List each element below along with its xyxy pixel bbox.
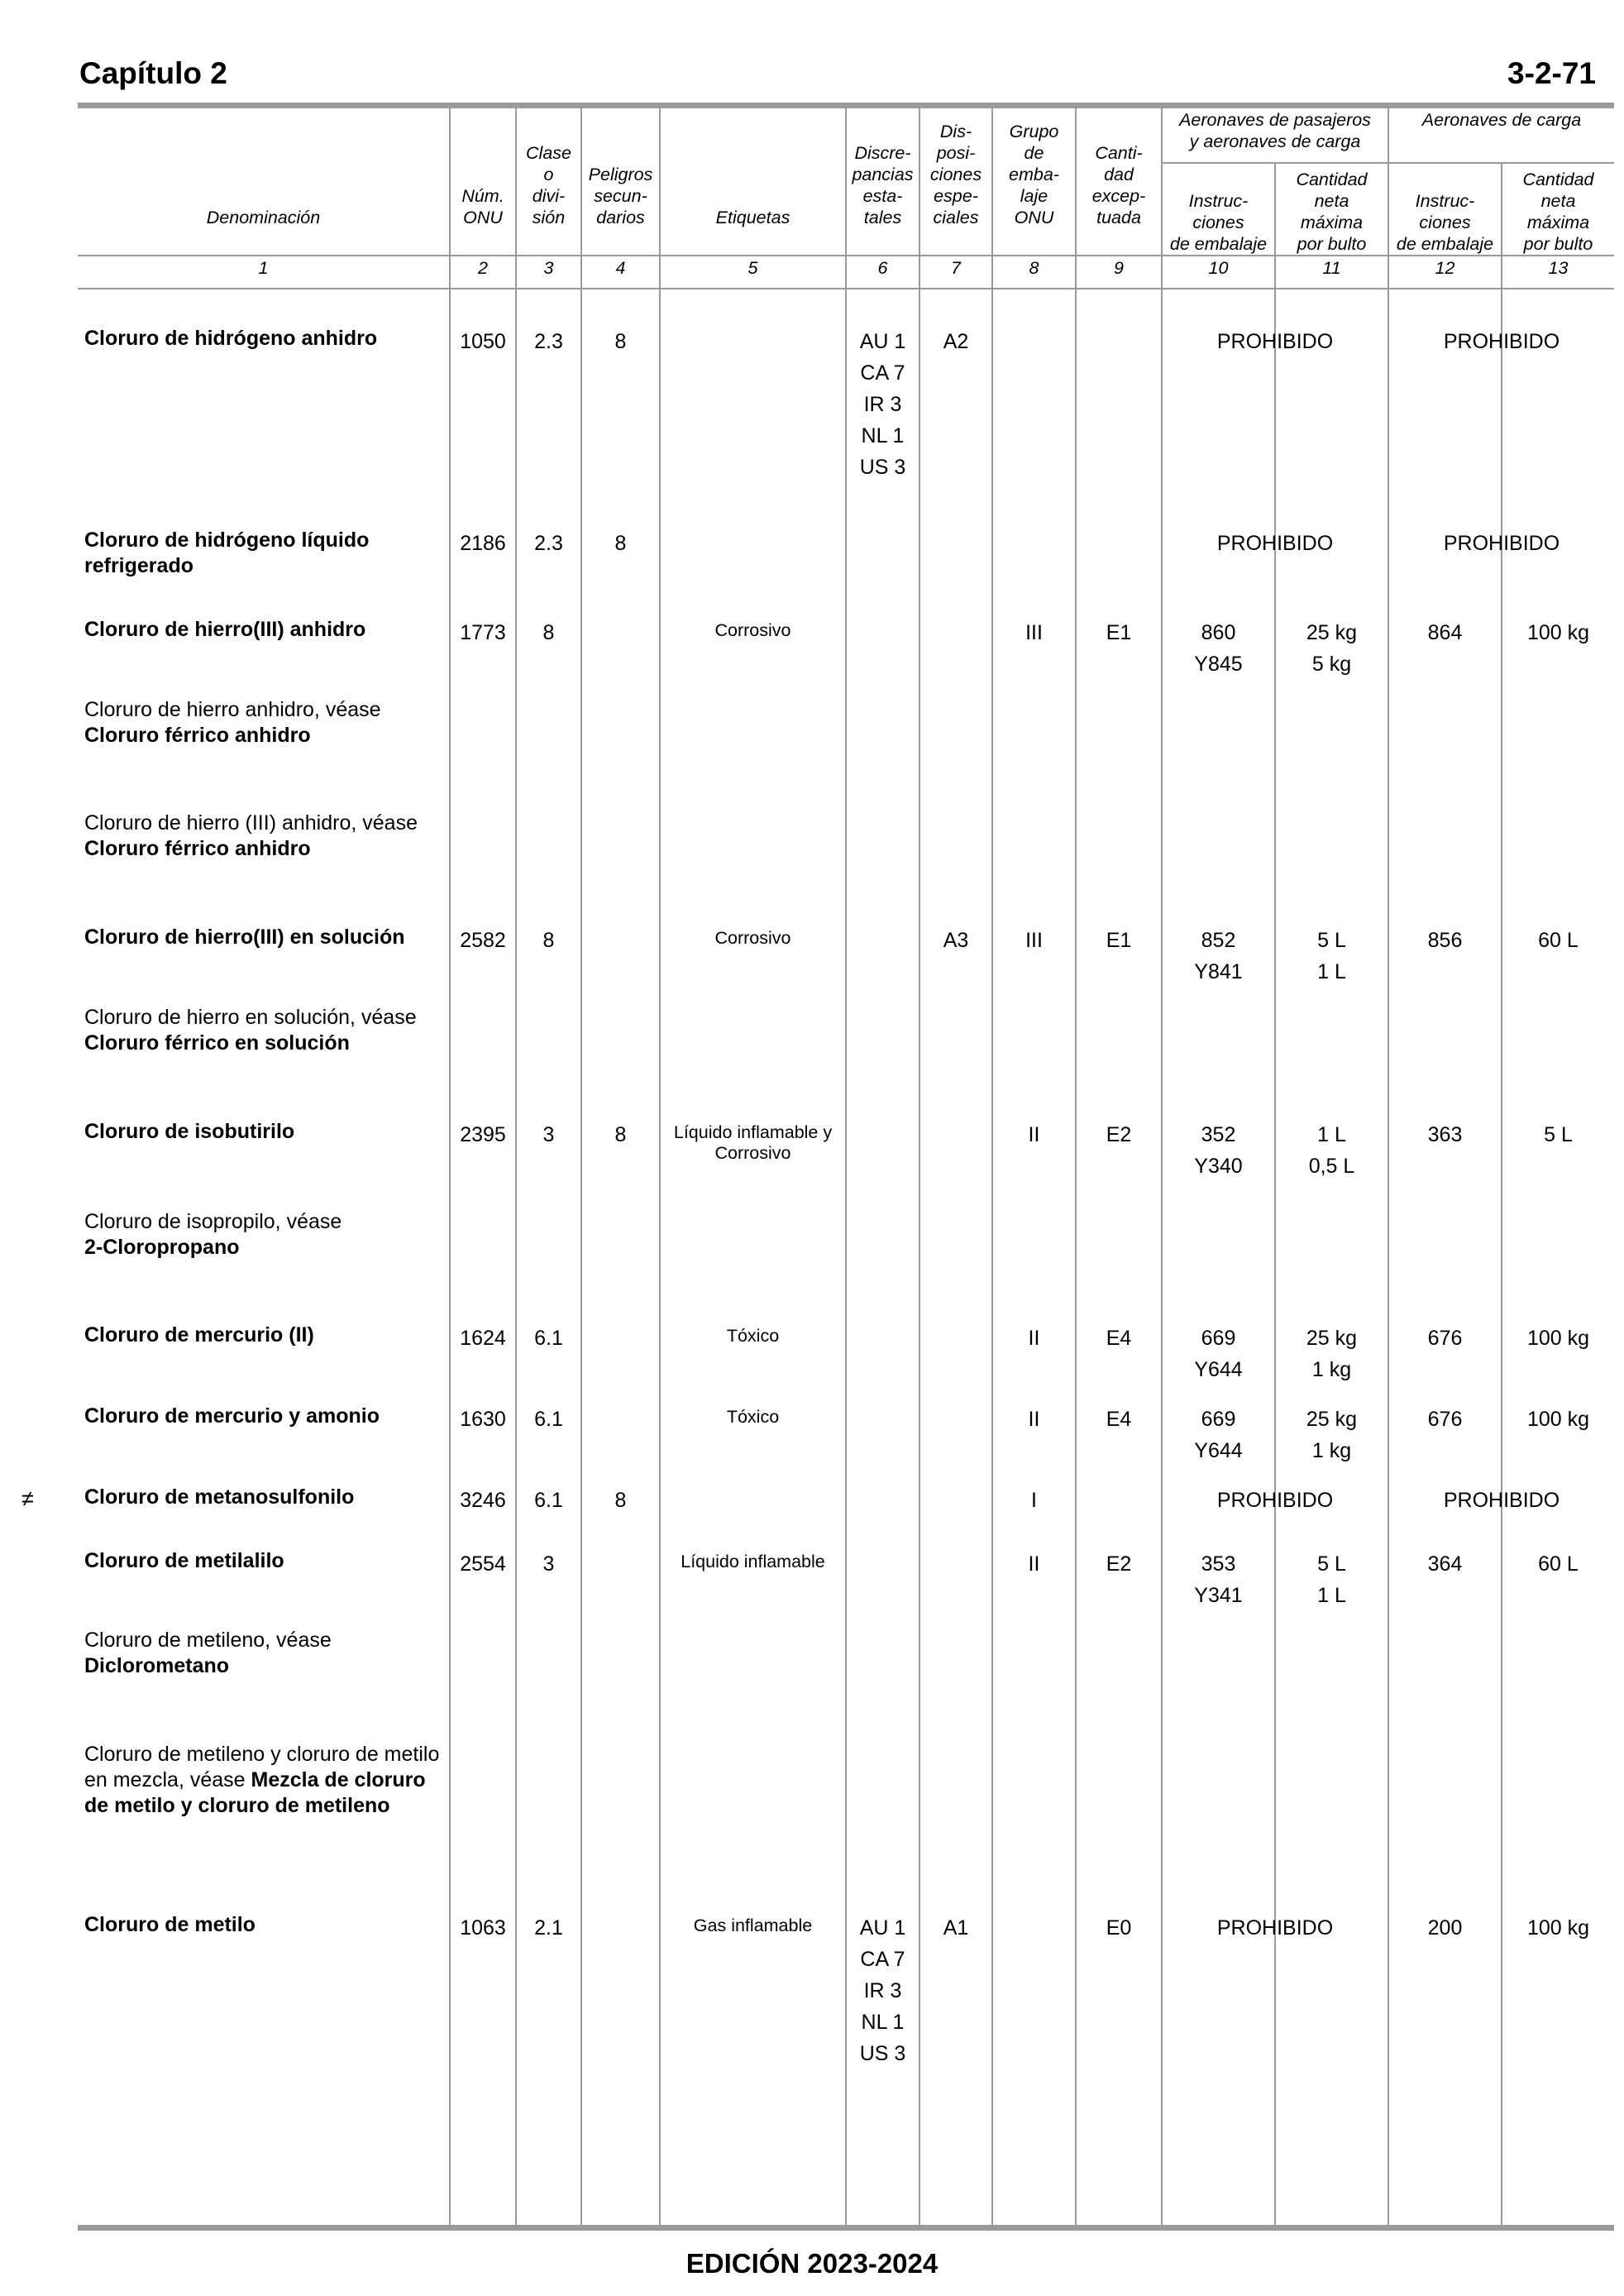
hazard-label: Corrosivo [714,620,791,640]
packing-group: III [1025,621,1043,644]
col-divider [991,106,993,2225]
header-instrucciones-pax: Instruc- ciones de embalaje [1169,191,1268,254]
passenger-packing-instruction: 352 Y340 [1194,1123,1243,1178]
header-grupo: Grupo de emba- laje ONU [1009,122,1059,227]
column-number: 11 [1322,258,1341,278]
onu-number: 1624 [460,1327,506,1350]
column-number: 10 [1208,258,1229,278]
cargo-max-quantity: 5 L [1544,1123,1573,1146]
cargo-packing-instruction: 200 [1427,1916,1463,1940]
cross-reference: Cloruro de hierro en solución, véase Cloruro férrico en solución [84,1006,417,1055]
special-provisions: A3 [943,929,969,952]
reference-target: Diclorometano [84,1654,230,1677]
entry-name: Cloruro de mercurio (II) [84,1323,314,1347]
header-num-onu: Núm. ONU [461,186,504,227]
hazard-label: Gas inflamable [693,1916,813,1935]
state-variations: AU 1 CA 7 IR 3 NL 1 US 3 [859,330,906,479]
column-number: 6 [877,258,888,278]
excepted-quantity: E2 [1106,1123,1132,1146]
entry-name: Cloruro de hidrógeno anhidro [84,327,378,350]
reference-target: Cloruro férrico en solución [84,1031,350,1055]
header-etiquetas: Etiquetas [715,208,791,227]
excepted-quantity: E0 [1106,1916,1132,1940]
passenger-packing-instruction: 669 Y644 [1194,1327,1243,1381]
cargo-max-quantity: 100 kg [1526,621,1590,644]
header-cantidad-exceptuada: Canti- dad excep- tuada [1091,143,1146,227]
header-discrepancias: Discre- pancias esta- tales [852,143,914,227]
passenger-packing-instruction: 669 Y644 [1194,1408,1243,1462]
cargo-packing-instruction: 676 [1427,1408,1463,1431]
column-number: 13 [1548,258,1569,278]
col-divider [449,106,451,2225]
cargo-prohibited: PROHIBIDO [1443,532,1560,555]
entry-name: Cloruro de mercurio y amonio [84,1404,380,1428]
cross-reference: Cloruro de metileno, véase Diclorometano [84,1629,332,1677]
column-number: 12 [1435,258,1455,278]
onu-number: 1050 [460,330,506,353]
passenger-packing-instruction: 860 Y845 [1194,621,1243,676]
entry-name: Cloruro de hierro(III) anhidro [84,618,366,641]
subsidiary-hazard: 8 [614,532,627,555]
header-cantidad-cargo: Cantidad neta máxima por bulto [1522,170,1594,254]
subsidiary-hazard: 8 [614,1489,627,1512]
passenger-prohibited: PROHIBIDO [1216,532,1334,555]
cross-reference: Cloruro de hierro (III) anhidro, véase Cloruro férrico anhidro [84,811,418,860]
column-number: 3 [543,258,554,278]
excepted-quantity: E4 [1106,1408,1132,1431]
reference-target: Cloruro férrico anhidro [84,837,311,860]
cargo-prohibited: PROHIBIDO [1443,1489,1560,1512]
packing-group: I [1031,1489,1037,1512]
passenger-prohibited: PROHIBIDO [1216,1489,1334,1512]
passenger-max-quantity: 25 kg 5 kg [1306,621,1358,676]
entry-name: Cloruro de hidrógeno líquido refrigerado [84,529,370,577]
cargo-packing-instruction: 676 [1427,1327,1463,1350]
passenger-max-quantity: 25 kg 1 kg [1306,1327,1358,1381]
special-provisions: A1 [943,1916,969,1940]
cargo-max-quantity: 100 kg [1526,1327,1590,1350]
packing-group: III [1025,929,1043,952]
passenger-max-quantity: 25 kg 1 kg [1306,1408,1358,1462]
column-number: 1 [258,258,269,278]
hazard-label: Tóxico [726,1407,780,1427]
reference-target: 2-Cloropropano [84,1236,240,1259]
cargo-packing-instruction: 364 [1427,1552,1463,1576]
packing-group: II [1028,1123,1040,1146]
chapter-title: Capítulo 2 [79,56,227,90]
header-pasajeros-group: Aeronaves de pasajeros y aeronaves de carga [1179,110,1371,151]
entry-name: Cloruro de isobutirilo [84,1120,295,1143]
class-division: 2.1 [534,1916,563,1940]
onu-number: 3246 [460,1489,506,1512]
onu-number: 2186 [460,532,506,555]
class-division: 6.1 [534,1327,563,1350]
header-carga-group: Aeronaves de carga [1421,110,1582,130]
header-denominacion: Denominación [206,208,321,227]
excepted-quantity: E2 [1106,1552,1132,1576]
entry-name: Cloruro de metilalilo [84,1549,284,1572]
class-division: 6.1 [534,1408,563,1431]
column-number: 9 [1114,258,1124,278]
column-number: 8 [1029,258,1039,278]
passenger-prohibited: PROHIBIDO [1216,1916,1334,1940]
cargo-packing-instruction: 363 [1427,1123,1463,1146]
packing-group: II [1028,1552,1040,1576]
onu-number: 2554 [460,1552,506,1576]
onu-number: 1063 [460,1916,506,1940]
packing-group: II [1028,1408,1040,1431]
cross-reference: Cloruro de metileno y cloruro de metilo en mezcla, véase Mezcla de cloruro de metilo y cloruro de metileno [84,1743,440,1817]
col-divider [580,106,582,2225]
class-division: 6.1 [534,1489,563,1512]
hazard-label: Tóxico [726,1326,780,1346]
cargo-max-quantity: 60 L [1538,929,1579,952]
entry-name: Cloruro de metilo [84,1913,256,1936]
excepted-quantity: E1 [1106,929,1132,952]
edition-footer: EDICIÓN 2023-2024 [685,2248,939,2279]
reference-target: Cloruro férrico anhidro [84,724,311,747]
col-divider [659,106,661,2225]
class-division: 2.3 [534,330,563,353]
col-divider [1075,106,1077,2225]
column-number: 7 [951,258,961,278]
col-divider [515,106,517,2225]
header-disposiciones: Dis- posi- ciones espe- ciales [929,122,982,227]
class-division: 8 [542,929,555,952]
reference-target: Mezcla de cloruro de metilo y cloruro de metileno [84,1768,426,1817]
col-divider [1388,106,1389,2225]
onu-number: 2395 [460,1123,506,1146]
passenger-max-quantity: 5 L 1 L [1317,1552,1346,1607]
special-provisions: A2 [943,330,969,353]
class-division: 2.3 [534,532,563,555]
class-division: 3 [542,1552,555,1576]
column-number: 2 [478,258,488,278]
class-division: 3 [542,1123,555,1146]
subsidiary-hazard: 8 [614,330,627,353]
hazard-label: Corrosivo [714,928,791,948]
header-cantidad-pax: Cantidad neta máxima por bulto [1296,170,1368,254]
bottom-rule [78,2225,1614,2231]
entry-name: Cloruro de hierro(III) en solución [84,926,405,949]
cargo-max-quantity: 60 L [1538,1552,1579,1576]
cargo-max-quantity: 100 kg [1526,1916,1590,1940]
change-mark: ≠ [21,1486,34,1511]
header-peligros: Peligros secun- darios [588,165,653,227]
onu-number: 2582 [460,929,506,952]
col-divider [919,106,920,2225]
hazard-label: Líquido inflamable y Corrosivo [673,1122,833,1163]
onu-number: 1773 [460,621,506,644]
cargo-packing-instruction: 864 [1427,621,1463,644]
passenger-prohibited: PROHIBIDO [1216,330,1334,353]
passenger-max-quantity: 5 L 1 L [1317,929,1346,983]
class-division: 8 [542,621,555,644]
column-number: 5 [748,258,758,278]
cross-reference: Cloruro de isopropilo, véase 2-Cloropropano [84,1210,342,1259]
column-number: 4 [615,258,626,278]
passenger-packing-instruction: 852 Y841 [1194,929,1243,983]
cargo-packing-instruction: 856 [1427,929,1463,952]
passenger-packing-instruction: 353 Y341 [1194,1552,1243,1607]
excepted-quantity: E1 [1106,621,1132,644]
cargo-max-quantity: 100 kg [1526,1408,1590,1431]
hazard-label: Líquido inflamable [681,1552,825,1571]
cargo-prohibited: PROHIBIDO [1443,330,1560,353]
page-number: 3-2-71 [1507,56,1596,90]
state-variations: AU 1 CA 7 IR 3 NL 1 US 3 [859,1916,906,2065]
header-clase: Clase o divi- sión [526,143,571,227]
cross-reference: Cloruro de hierro anhidro, véase Cloruro férrico anhidro [84,698,381,747]
passenger-max-quantity: 1 L 0,5 L [1308,1123,1355,1178]
packing-group: II [1028,1327,1040,1350]
excepted-quantity: E4 [1106,1327,1132,1350]
subsidiary-hazard: 8 [614,1123,627,1146]
onu-number: 1630 [460,1408,506,1431]
header-instrucciones-cargo: Instruc- ciones de embalaje [1396,191,1494,254]
entry-name: Cloruro de metanosulfonilo [84,1485,355,1509]
